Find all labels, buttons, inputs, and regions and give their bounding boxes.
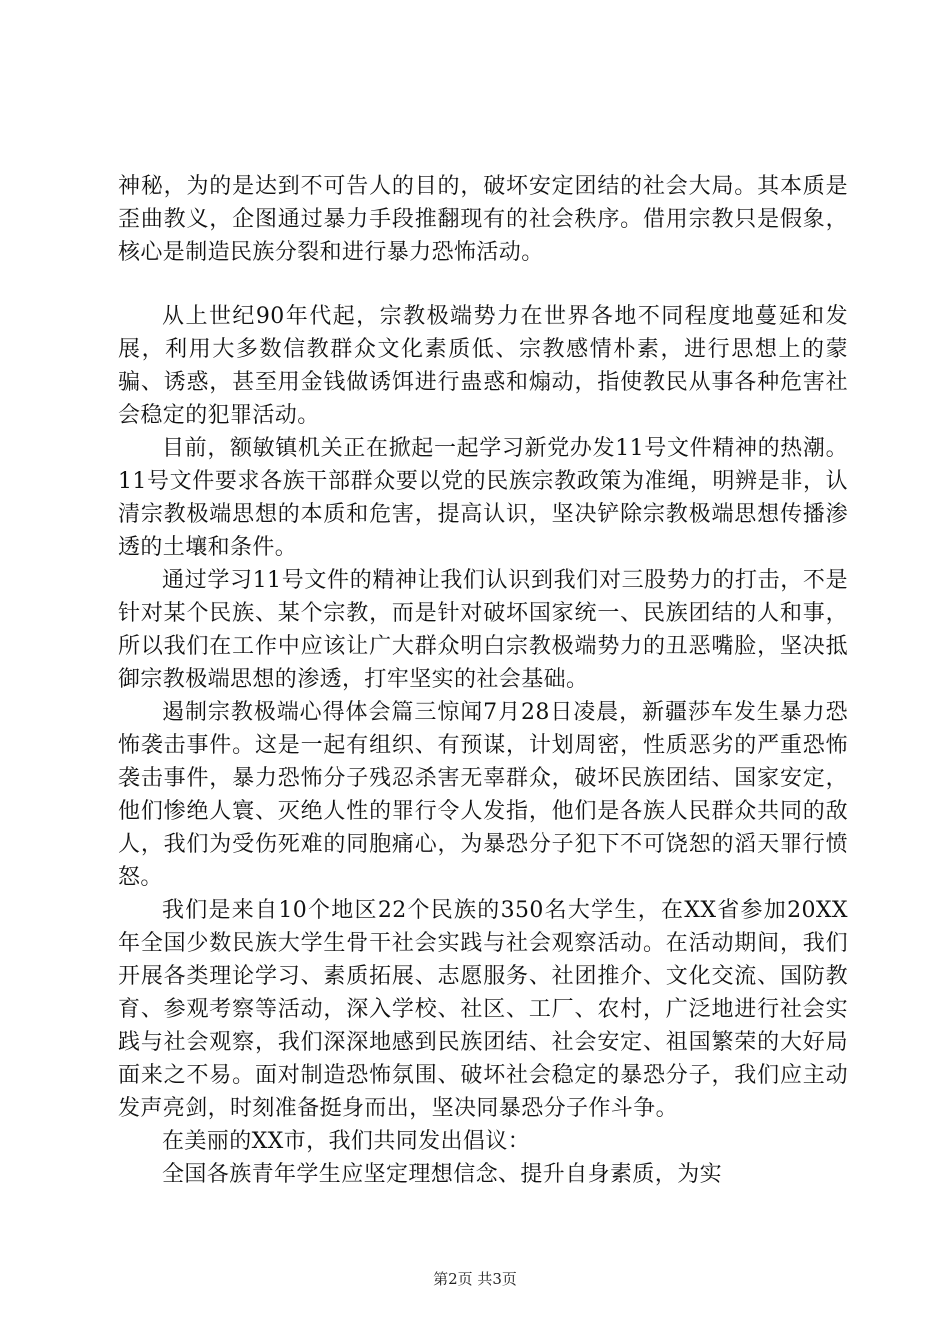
paragraph: 遏制宗教极端心得体会篇三惊闻7月28日凌晨，新疆莎车发生暴力恐怖袭击事件。这是一起有组织、有预谋，计划周密，性质恶劣的严重恐怖袭击事件，暴力恐怖分子残忍杀害无辜群众，破坏民族团结、国家安定，他们惨绝人寰、灭绝人性的罪行令人发指，他们是各族人民群众共同的敌人，我们为受伤死难的同胞痛心，为暴恐分子犯下不可饶恕的滔天罪行愤怒。 [118, 700, 848, 890]
paragraph-continuation: 神秘，为的是达到不可告人的目的，破坏安定团结的社会大局。其本质是歪曲教义，企图通过暴力手段推翻现有的社会秩序。借用宗教只是假象，核心是制造民族分裂和进行暴力恐怖活动。 [118, 174, 848, 265]
page-footer [0, 1268, 950, 1289]
paragraph: 全国各族青年学生应坚定理想信念、提升自身素质，为实 [162, 1162, 723, 1187]
paragraph: 通过学习11号文件的精神让我们认识到我们对三股势力的打击，不是针对某个民族、某个宗教，而是针对破坏国家统一、民族团结的人和事，所以我们在工作中应该让广大群众明白宗教极端势力的丑恶嘴脸，坚决抵御宗教极端思想的渗透，打牢坚实的社会基础。 [118, 568, 848, 692]
paragraph-gap [118, 269, 848, 300]
paragraph: 在美丽的XX市，我们共同发出倡议： [162, 1129, 531, 1154]
paragraph: 从上世纪90年代起，宗教极端势力在世界各地不同程度地蔓延和发展，利用大多数信教群众文化素质低、宗教感情朴素，进行思想上的蒙骗、诱惑，甚至用金钱做诱饵进行蛊惑和煽动，指使教民从事各种危害社会稳定的犯罪活动。 [118, 304, 848, 428]
page-number: 第2页 共3页 [433, 1270, 517, 1288]
paragraph: 我们是来自10个地区22个民族的350名大学生，在XX省参加20XX年全国少数民族大学生骨干社会实践与社会观察活动。在活动期间，我们开展各类理论学习、素质拓展、志愿服务、社团推介、文化交流、国防教育、参观考察等活动，深入学校、社区、工厂、农村，广泛地进行社会实践与社会观察，我们深深地感到民族团结、社会安定、祖国繁荣的大好局面来之不易。面对制造恐怖氛围、破坏社会稳定的暴恐分子，我们应主动发声亮剑，时刻准备挺身而出，坚决同暴恐分子作斗争。 [118, 898, 848, 1121]
paragraph: 目前，额敏镇机关正在掀起一起学习新党办发11号文件精神的热潮。11号文件要求各族干部群众要以党的民族宗教政策为准绳，明辨是非，认清宗教极端思想的本质和危害，提高认识，坚决铲除宗教极端思想传播渗透的土壤和条件。 [118, 436, 848, 560]
document-body [118, 170, 848, 1191]
